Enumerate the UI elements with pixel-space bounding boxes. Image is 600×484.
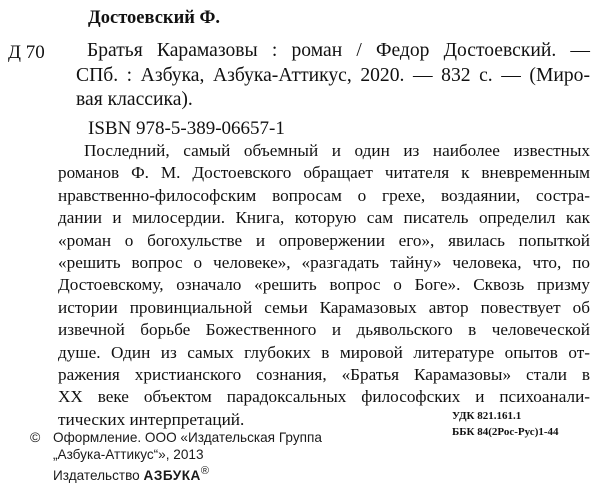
annotation-line: «роман о богохульстве и опровержении его», явилась попыткой	[58, 230, 590, 250]
publisher-logo: АЗБУКА	[143, 468, 201, 483]
annotation-line: романов Ф. М. Достоевского обращает читателя к вневременным	[58, 163, 590, 183]
author-heading: Достоевский Ф.	[88, 8, 221, 28]
biblio-line: СПб. : Азбука, Азбука-Аттикус, 2020. — 832 с. — (Миро-	[76, 64, 590, 86]
annotation-line: Последний, самый объемный и один из наиболее известных	[84, 141, 590, 160]
annotation-line: нравственно-философским вопросам о грехе, воздаянии, состра-	[58, 185, 590, 205]
annotation-line: XX веке объектом парадоксальных философских и психоанали-	[58, 387, 590, 407]
bibliographic-description	[76, 39, 590, 113]
annotation-line: ражения христианского сознания, «Братья Карамазовы» стали в	[58, 365, 590, 385]
copyright-notice	[30, 429, 322, 484]
registered-mark-icon: ®	[200, 465, 209, 477]
copyright-line: „Азбука-Аттикус“», 2013	[53, 447, 204, 462]
publisher-label: Издательство	[53, 468, 144, 483]
biblio-line: вая классика).	[76, 89, 193, 110]
annotation-line: извечной борьбе Божественного и дьявольского в человеческой	[58, 320, 590, 340]
isbn-number: ISBN 978-5-389-06657-1	[88, 118, 285, 139]
biblio-line: Братья Карамазовы : роман / Федор Достоевский. —	[87, 40, 590, 61]
annotation-line: тических интерпретаций.	[58, 409, 245, 429]
annotation-line: душе. Один из самых глубоких в мировой литературе опытов от-	[58, 342, 590, 362]
shelf-code: Д 70	[8, 42, 45, 63]
annotation-line: истории провинциальной семьи Карамазовых автор повествует об	[58, 297, 590, 317]
annotation-text	[58, 140, 590, 431]
copyright-line: Оформление. ООО «Издательская Группа	[53, 430, 322, 445]
bbk-code: ББК 84(2Рос-Рус)1-44	[452, 426, 559, 438]
annotation-line: «решить вопрос о человеке», «разгадать тайну» человека, что, по	[58, 253, 590, 273]
annotation-line: Достоевскому, означало «решить вопрос о Боге». Сквозь призму	[58, 275, 590, 295]
udk-code: УДК 821.161.1	[452, 410, 522, 422]
copyright-icon: ©	[30, 429, 41, 445]
annotation-line: дании и милосердии. Книга, которую сам писатель определил как	[58, 208, 590, 228]
